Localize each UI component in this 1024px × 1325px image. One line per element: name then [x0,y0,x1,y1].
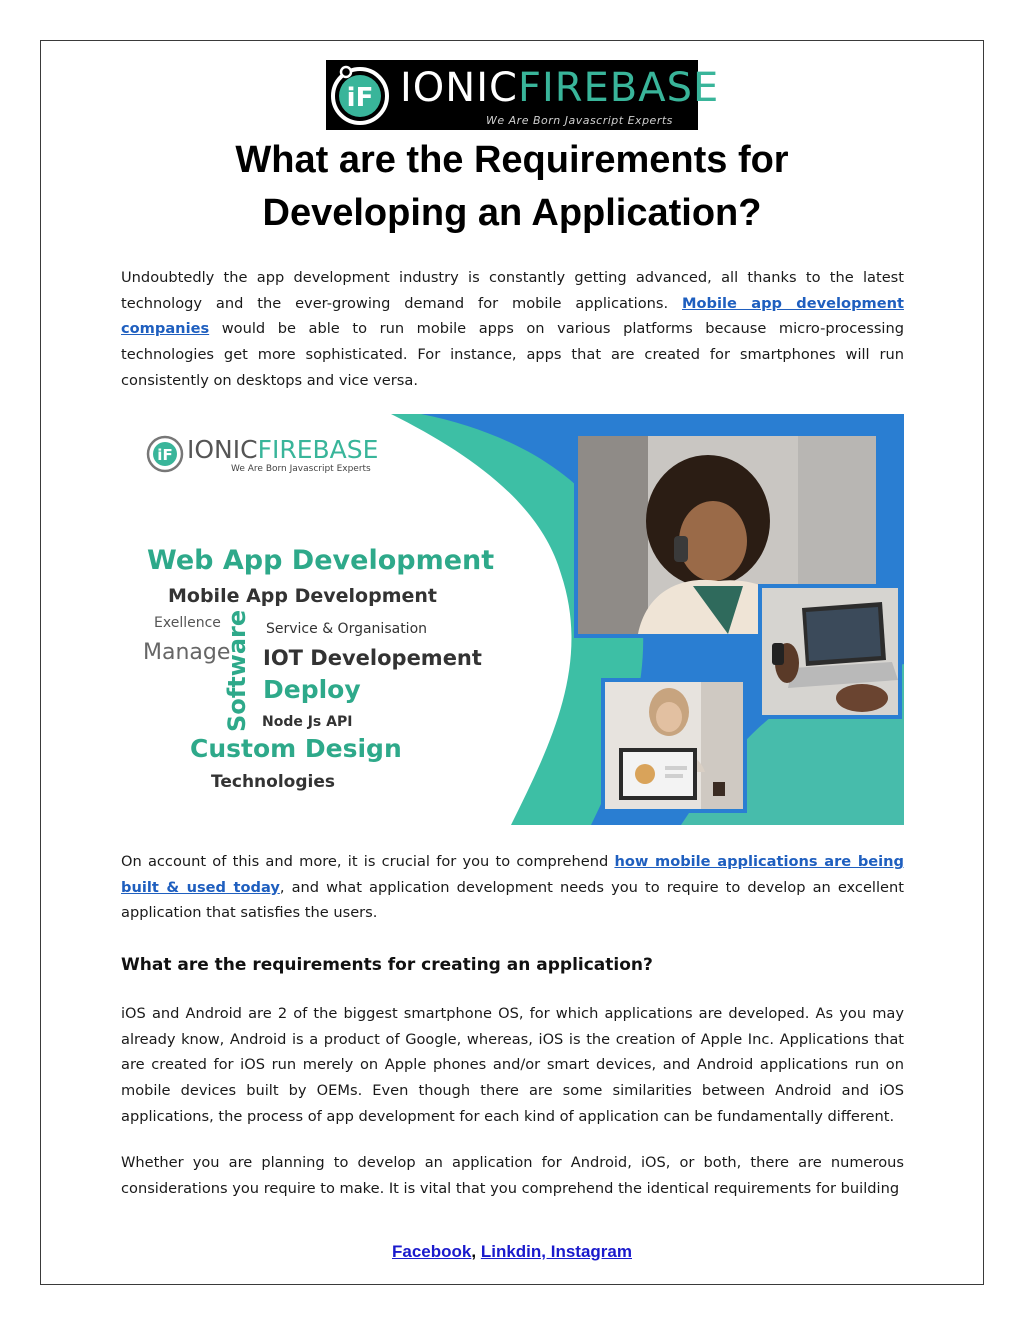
word-service-organisation: Service & Organisation [266,621,428,637]
mobile-app-companies-link[interactable]: Mobile app development companies [121,294,904,338]
photo-woman-laptop [601,678,747,813]
title-line-1: What are the Requirements for [235,139,789,181]
logo-word-ionic: IONIC [400,65,518,111]
banner-logo [145,434,379,478]
banner-logo-mark-icon [145,434,185,474]
header-logo [326,60,720,130]
word-mobile-app-development: Mobile App Development [168,585,437,607]
word-iot-developement: IOT Developement [263,646,482,670]
facebook-link[interactable]: Facebook [392,1242,472,1261]
how-apps-built-link[interactable]: how mobile applications are being built & used today [121,853,904,896]
word-software: Software [223,609,251,732]
banner-logo-wordmark [187,436,378,464]
paragraph-comprehend [121,849,904,926]
intro-text-2: would be able to run mobile apps on various platforms because micro-processing technologies get more sophisticated. For instance, apps that are created for smartphones will run consistently on desktops and vice versa. [121,320,904,389]
paragraph-ios-android: iOS and Android are 2 of the biggest smartphone OS, for which applications are developed. As you may already know, Android is a product of Google, whereas, iOS is the creation of Apple Inc. Applications that are created for iOS run merely on Apple phones and/or smart devices, and Android applications run on mobile devices built by OEMs. Even though there are some similarities between Android and iOS applications, the process of app development for each kind of application can be fundamentally different. [121,1005,904,1125]
word-technologies: Technologies [211,772,335,792]
banner-logo-mark-letters: iF [157,446,173,464]
intro-paragraph [121,265,904,394]
woman-laptop-illustration [605,682,743,809]
logo-mark-letters: iF [346,83,374,113]
banner-logo-word-ionic: IONIC [187,435,258,464]
word-exellence: Exellence [154,615,221,631]
word-manage: Manage [143,640,231,665]
linkdin-instagram-link[interactable]: Linkdin, Instagram [480,1242,632,1261]
para2-text-1: On account of this and more, it is crucial for you to comprehend [121,853,615,870]
banner-logo-tagline: We Are Born Javascript Experts [231,464,371,474]
logo-wordmark [400,66,719,110]
logo-tagline: We Are Born Javascript Experts [486,114,673,127]
photo-laptop-phone [758,584,902,719]
laptop-photo-illustration [762,588,898,715]
word-web-app-development: Web App Development [147,545,495,576]
footer-social-links [0,1242,1024,1262]
footer-separator: , [471,1242,477,1261]
word-node-js-api: Node Js API [262,714,353,730]
intro-text-1: Undoubtedly the app development industry is constantly getting advanced, all thanks to the latest technology and the ever-growing demand for mobile applications. [121,269,904,312]
banner-image [121,414,904,825]
word-custom-design: Custom Design [190,734,402,763]
logo-word-firebase: FIREBASE [517,65,720,111]
logo-mark-icon [328,63,392,127]
word-deploy: Deploy [263,675,361,704]
para2-text-2: , and what application development needs you to require to develop an excellent application that satisfies the users. [121,878,904,922]
banner-logo-word-firebase: FIREBASE [257,435,379,464]
section-heading: What are the requirements for creating an application? [121,955,653,975]
paragraph-considerations: Whether you are planning to develop an application for Android, iOS, or both, there are numerous considerations you require to make. It is vital that you comprehend the identical requirements for building [121,1154,904,1197]
page-title [120,134,904,240]
title-line-2: Developing an Application? [262,192,762,234]
